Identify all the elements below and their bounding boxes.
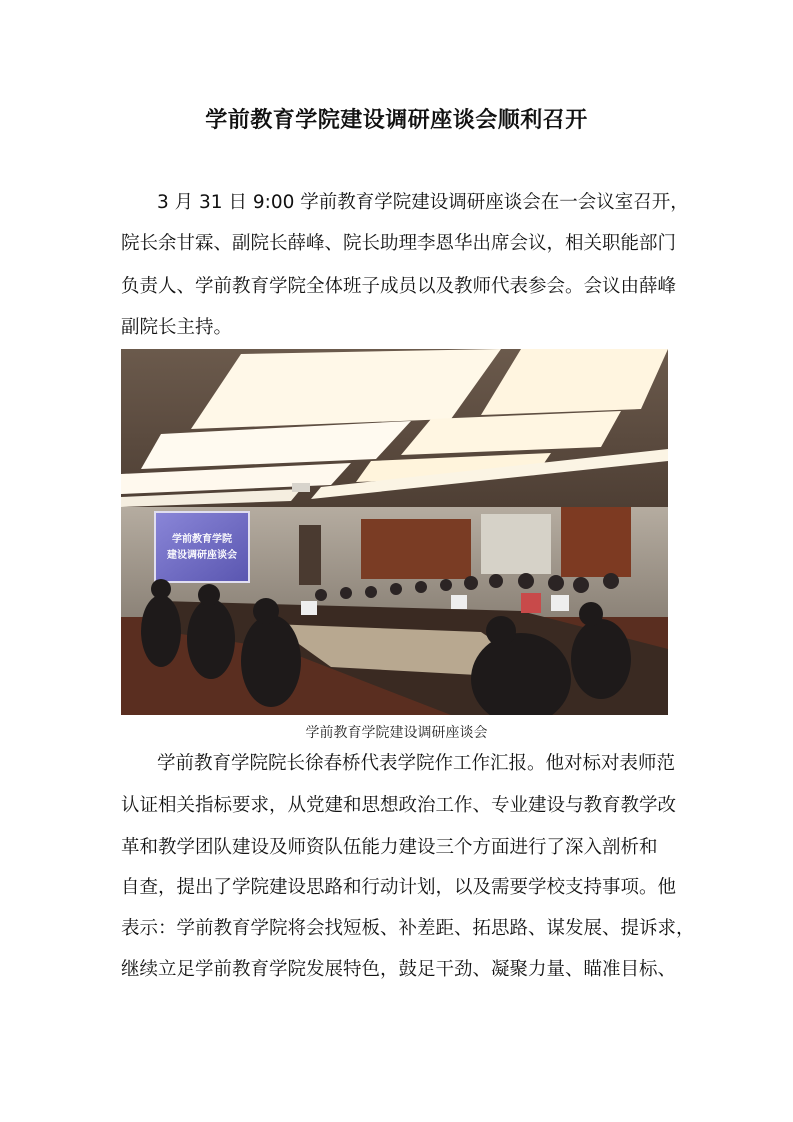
paragraph-2-line-1: 学前教育学院院长徐春桥代表学院作工作汇报。他对标对表师范 — [157, 753, 676, 774]
paragraph-2-line-3: 革和教学团队建设及师资队伍能力建设三个方面进行了深入剖析和 — [121, 837, 658, 858]
paragraph-2-line-2: 认证相关指标要求，从党建和思想政治工作、专业建设与教育教学改 — [121, 795, 677, 816]
photo-caption: 学前教育学院建设调研座谈会 — [305, 725, 488, 741]
paragraph-1-line-2: 院长余甘霖、副院长薛峰、院长助理李恩华出席会议，相关职能部门 — [121, 233, 677, 254]
paragraph-1-line-4: 副院长主持。 — [121, 317, 233, 338]
paragraph-2-line-6: 继续立足学前教育学院发展特色，鼓足干劲、凝聚力量、瞄准目标、 — [121, 959, 677, 980]
screen-line-2: 建设调研座谈会 — [167, 550, 237, 561]
paragraph-2-line-5: 表示：学前教育学院将会找短板、补差距、拓思路、谋发展、提诉求， — [121, 918, 695, 939]
screen-line-1: 学前教育学院 — [172, 534, 232, 545]
paragraph-1-line-1: 3 月 31 日 9:00 学前教育学院建设调研座谈会在一会议室召开， — [157, 192, 689, 213]
meeting-photo — [121, 349, 668, 715]
paragraph-2-line-4: 自查，提出了学院建设思路和行动计划，以及需要学校支持事项。他 — [121, 877, 677, 898]
meeting-photo-drawing — [121, 349, 668, 715]
paragraph-1-line-3: 负责人、学前教育学院全体班子成员以及教师代表参会。会议由薛峰 — [121, 276, 677, 297]
article-title: 学前教育学院建设调研座谈会顺利召开 — [205, 108, 588, 133]
